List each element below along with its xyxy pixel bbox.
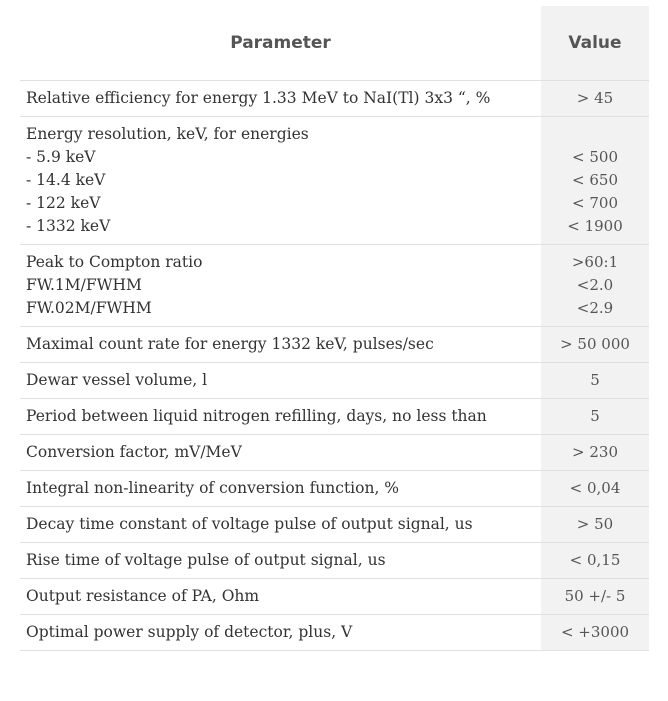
parameter-text: Energy resolution, keV, for energies (26, 125, 309, 143)
parameter-cell (20, 117, 541, 245)
value-text: < 700 (572, 194, 618, 212)
value-cell (541, 245, 649, 327)
value-text: 50 +/- 5 (564, 587, 626, 605)
parameter-cell (20, 435, 541, 471)
parameter-text: - 5.9 keV (26, 148, 96, 166)
parameter-text: Period between liquid nitrogen refilling, days, no less than (26, 407, 487, 425)
parameters-table (20, 6, 649, 651)
parameter-cell (20, 543, 541, 579)
value-text: <2.0 (576, 276, 614, 294)
table-row (20, 245, 649, 327)
parameter-text: Decay time constant of voltage pulse of output signal, us (26, 515, 473, 533)
parameter-cell (20, 507, 541, 543)
parameter-text: - 14.4 keV (26, 171, 106, 189)
table-row (20, 471, 649, 507)
value-cell (541, 615, 649, 651)
value-text: 5 (590, 407, 600, 425)
table-header-row (20, 6, 649, 81)
value-text: > 230 (572, 443, 618, 461)
table-body (20, 81, 649, 651)
value-text: < 0,15 (569, 551, 621, 569)
value-text: < 0,04 (569, 479, 621, 497)
header-value: Value (541, 6, 649, 81)
parameter-text: - 122 keV (26, 194, 101, 212)
value-cell (541, 579, 649, 615)
value-cell (541, 399, 649, 435)
value-text: > 50 000 (560, 335, 630, 353)
value-text: <2.9 (576, 299, 614, 317)
table-row (20, 435, 649, 471)
value-text: > 50 (576, 515, 614, 533)
parameter-cell (20, 245, 541, 327)
value-cell (541, 543, 649, 579)
value-cell (541, 507, 649, 543)
table-row (20, 117, 649, 245)
parameter-cell (20, 471, 541, 507)
parameter-text: Rise time of voltage pulse of output signal, us (26, 551, 386, 569)
value-cell (541, 117, 649, 245)
parameter-text: Output resistance of PA, Ohm (26, 587, 260, 605)
value-cell (541, 471, 649, 507)
parameter-text: Optimal power supply of detector, plus, V (26, 623, 353, 641)
table-row (20, 363, 649, 399)
parameter-text: Conversion factor, mV/MeV (26, 443, 242, 461)
parameter-cell (20, 615, 541, 651)
parameter-text: - 1332 keV (26, 217, 111, 235)
parameters-table-container (20, 6, 649, 651)
parameter-cell (20, 327, 541, 363)
table-row (20, 81, 649, 117)
parameter-text: Integral non-linearity of conversion function, % (26, 479, 400, 497)
value-text: 5 (590, 371, 600, 389)
table-row (20, 543, 649, 579)
value-text: < +3000 (560, 623, 630, 641)
value-text: < 500 (572, 148, 618, 166)
parameter-cell (20, 363, 541, 399)
value-text: >60:1 (571, 253, 619, 271)
parameter-cell (20, 399, 541, 435)
value-cell (541, 81, 649, 117)
value-text (547, 123, 643, 146)
table-row (20, 615, 649, 651)
parameter-text: FW.1M/FWHM (26, 276, 142, 294)
value-text: < 1900 (567, 217, 623, 235)
parameter-text: FW.02M/FWHM (26, 299, 152, 317)
value-text: > 45 (576, 89, 614, 107)
parameter-text: Maximal count rate for energy 1332 keV, pulses/sec (26, 335, 434, 353)
parameter-text: Peak to Compton ratio (26, 253, 203, 271)
parameter-cell (20, 579, 541, 615)
table-row (20, 507, 649, 543)
table-row (20, 579, 649, 615)
table-row (20, 399, 649, 435)
parameter-text: Dewar vessel volume, l (26, 371, 208, 389)
value-text: < 650 (572, 171, 618, 189)
table-row (20, 327, 649, 363)
parameter-text: Relative efficiency for energy 1.33 MeV to NaI(Tl) 3x3 “, % (26, 89, 491, 107)
value-cell (541, 435, 649, 471)
value-cell (541, 363, 649, 399)
value-cell (541, 327, 649, 363)
parameter-cell (20, 81, 541, 117)
header-parameter: Parameter (20, 6, 541, 81)
